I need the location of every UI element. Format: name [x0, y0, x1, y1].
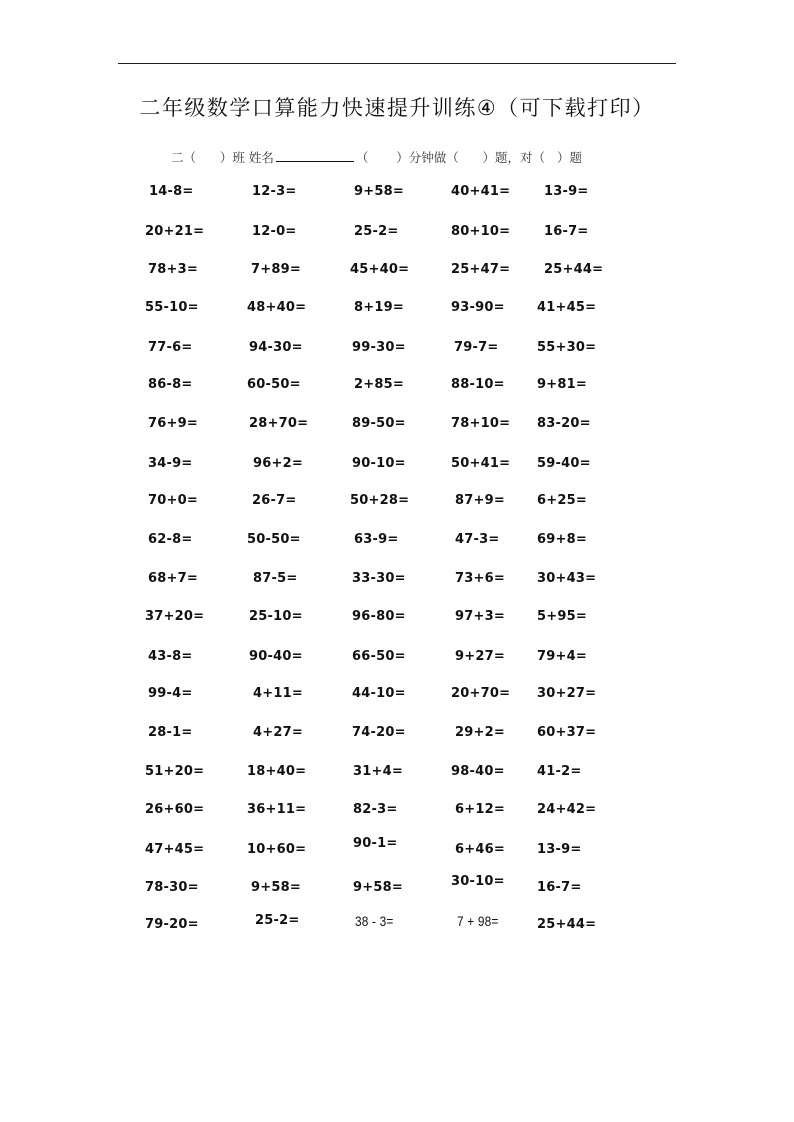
arithmetic-problem: 66-50=	[352, 649, 406, 664]
arithmetic-problem: 30-10=	[451, 874, 505, 889]
arithmetic-problem: 59-40=	[537, 456, 591, 471]
arithmetic-problem: 25-2=	[354, 224, 399, 239]
arithmetic-problem: 13-9=	[544, 184, 589, 199]
arithmetic-problem: 34-9=	[148, 456, 193, 471]
arithmetic-problem: 13-9=	[537, 842, 582, 857]
arithmetic-problem: 4+27=	[253, 725, 303, 740]
arithmetic-problem: 96+2=	[253, 456, 303, 471]
minutes-label: ）分钟做（	[396, 150, 459, 165]
arithmetic-problem: 18+40=	[247, 764, 307, 779]
arithmetic-problem: 73+6=	[455, 571, 505, 586]
arithmetic-problem: 47-3=	[455, 532, 500, 547]
arithmetic-problem: 24+42=	[537, 802, 597, 817]
arithmetic-problem: 74-20=	[352, 725, 406, 740]
arithmetic-problem: 87+9=	[455, 493, 505, 508]
arithmetic-problem: 77-6=	[148, 340, 193, 355]
arithmetic-problem: 78+3=	[148, 262, 198, 277]
arithmetic-problem: 25+44=	[537, 917, 597, 932]
arithmetic-problem: 60-50=	[247, 377, 301, 392]
arithmetic-problem: 96-80=	[352, 609, 406, 624]
arithmetic-problem: 9+58=	[251, 880, 301, 895]
student-info-line	[171, 148, 582, 166]
header-rule	[118, 63, 676, 64]
arithmetic-problem: 26+60=	[145, 802, 205, 817]
arithmetic-problem: 30+27=	[537, 686, 597, 701]
arithmetic-problem: 44-10=	[352, 686, 406, 701]
arithmetic-problem: 7 + 98=	[457, 914, 499, 929]
arithmetic-problem: 28+70=	[249, 416, 309, 431]
arithmetic-problem: 98-40=	[451, 764, 505, 779]
arithmetic-problem: 2+85=	[354, 377, 404, 392]
arithmetic-problem: 87-5=	[253, 571, 298, 586]
arithmetic-problem: 99-30=	[352, 340, 406, 355]
arithmetic-problem: 47+45=	[145, 842, 205, 857]
arithmetic-problem: 7+89=	[251, 262, 301, 277]
arithmetic-problem: 8+19=	[354, 300, 404, 315]
arithmetic-problem: 55+30=	[537, 340, 597, 355]
arithmetic-problem: 88-10=	[451, 377, 505, 392]
arithmetic-problem: 45+40=	[350, 262, 410, 277]
arithmetic-problem: 86-8=	[148, 377, 193, 392]
arithmetic-problem: 99-4=	[148, 686, 193, 701]
arithmetic-problem: 41-2=	[537, 764, 582, 779]
arithmetic-problem: 12-0=	[252, 224, 297, 239]
arithmetic-problem: 4+11=	[253, 686, 303, 701]
arithmetic-problem: 6+12=	[455, 802, 505, 817]
arithmetic-problem: 20+70=	[451, 686, 511, 701]
arithmetic-problem: 28-1=	[148, 725, 193, 740]
arithmetic-problem: 37+20=	[145, 609, 205, 624]
arithmetic-problem: 25-10=	[249, 609, 303, 624]
arithmetic-problem: 51+20=	[145, 764, 205, 779]
arithmetic-problem: 16-7=	[537, 880, 582, 895]
arithmetic-problem: 9+81=	[537, 377, 587, 392]
arithmetic-problem: 9+58=	[353, 880, 403, 895]
arithmetic-problem: 30+43=	[537, 571, 597, 586]
arithmetic-problem: 43-8=	[148, 649, 193, 664]
arithmetic-problem: 79-20=	[145, 917, 199, 932]
arithmetic-problem: 29+2=	[455, 725, 505, 740]
arithmetic-problem: 33-30=	[352, 571, 406, 586]
arithmetic-problem: 41+45=	[537, 300, 597, 315]
arithmetic-problem: 50-50=	[247, 532, 301, 547]
arithmetic-problem: 50+28=	[350, 493, 410, 508]
arithmetic-problem: 68+7=	[148, 571, 198, 586]
arithmetic-problem: 70+0=	[148, 493, 198, 508]
arithmetic-problem: 20+21=	[145, 224, 205, 239]
arithmetic-problem: 60+37=	[537, 725, 597, 740]
arithmetic-problem: 25+44=	[544, 262, 604, 277]
class-name-label: ）班 姓名	[219, 150, 274, 165]
worksheet-title: 二年级数学口算能力快速提升训练④（可下载打印）	[139, 96, 655, 120]
arithmetic-problem: 25-2=	[255, 913, 300, 928]
grade-label: 二（	[171, 150, 197, 165]
arithmetic-problem: 12-3=	[252, 184, 297, 199]
arithmetic-problem: 6+25=	[537, 493, 587, 508]
arithmetic-problem: 94-30=	[249, 340, 303, 355]
arithmetic-problem: 78-30=	[145, 880, 199, 895]
arithmetic-problem: 78+10=	[451, 416, 511, 431]
arithmetic-problem: 10+60=	[247, 842, 307, 857]
arithmetic-problem: 9+58=	[354, 184, 404, 199]
arithmetic-problem: 97+3=	[455, 609, 505, 624]
arithmetic-problem: 90-40=	[249, 649, 303, 664]
arithmetic-problem: 79+4=	[537, 649, 587, 664]
arithmetic-problem: 79-7=	[454, 340, 499, 355]
questions-label: ）题，对（	[482, 150, 546, 165]
arithmetic-problem: 5+95=	[537, 609, 587, 624]
correct-label: ）题	[556, 150, 582, 165]
arithmetic-problem: 80+10=	[451, 224, 511, 239]
arithmetic-problem: 55-10=	[145, 300, 199, 315]
arithmetic-problem: 63-9=	[354, 532, 399, 547]
arithmetic-problem: 38 - 3=	[355, 914, 394, 929]
minutes-open-label: （	[355, 150, 369, 165]
arithmetic-problem: 25+47=	[451, 262, 511, 277]
arithmetic-problem: 83-20=	[537, 416, 591, 431]
arithmetic-problem: 48+40=	[247, 300, 307, 315]
arithmetic-problem: 6+46=	[455, 842, 505, 857]
arithmetic-problem: 93-90=	[451, 300, 505, 315]
arithmetic-problem: 36+11=	[247, 802, 307, 817]
arithmetic-problem: 69+8=	[537, 532, 587, 547]
arithmetic-problem: 90-1=	[353, 836, 398, 851]
arithmetic-problem: 82-3=	[353, 802, 398, 817]
arithmetic-problem: 62-8=	[148, 532, 193, 547]
arithmetic-problem: 16-7=	[544, 224, 589, 239]
arithmetic-problem: 89-50=	[352, 416, 406, 431]
arithmetic-problem: 26-7=	[252, 493, 297, 508]
arithmetic-problem: 14-8=	[149, 184, 194, 199]
arithmetic-problem: 31+4=	[353, 764, 403, 779]
arithmetic-problem: 76+9=	[148, 416, 198, 431]
arithmetic-problem: 90-10=	[352, 456, 406, 471]
arithmetic-problem: 40+41=	[451, 184, 511, 199]
arithmetic-problem: 50+41=	[451, 456, 511, 471]
name-blank-field[interactable]	[276, 149, 354, 162]
arithmetic-problem: 9+27=	[455, 649, 505, 664]
